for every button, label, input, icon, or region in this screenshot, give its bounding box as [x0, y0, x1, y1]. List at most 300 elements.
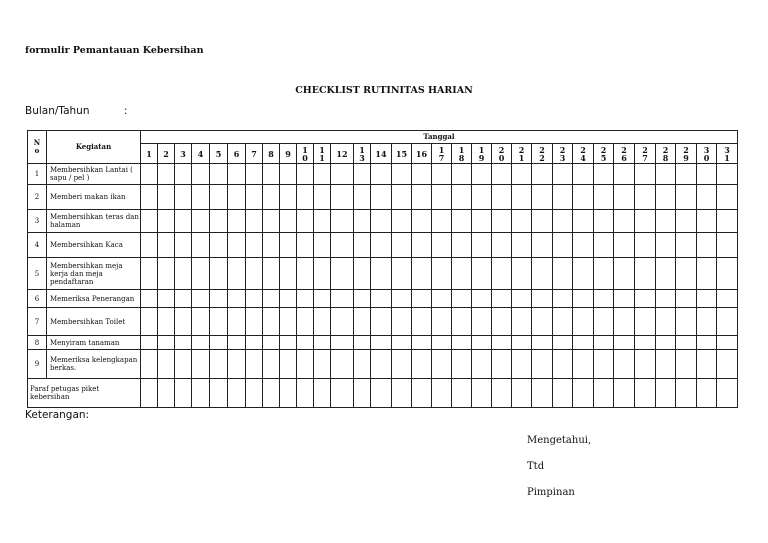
check-cell[interactable] — [228, 290, 246, 308]
check-cell[interactable] — [697, 210, 717, 233]
check-cell[interactable] — [280, 308, 297, 336]
check-cell[interactable] — [614, 233, 635, 258]
check-cell[interactable] — [192, 258, 210, 290]
check-cell[interactable] — [432, 336, 452, 350]
check-cell[interactable] — [512, 164, 532, 185]
check-cell[interactable] — [635, 185, 656, 210]
check-cell[interactable] — [354, 258, 371, 290]
check-cell[interactable] — [532, 350, 553, 379]
check-cell[interactable] — [228, 258, 246, 290]
paraf-cell[interactable] — [246, 379, 263, 408]
check-cell[interactable] — [141, 258, 158, 290]
check-cell[interactable] — [280, 336, 297, 350]
check-cell[interactable] — [532, 308, 553, 336]
check-cell[interactable] — [228, 185, 246, 210]
check-cell[interactable] — [158, 210, 175, 233]
check-cell[interactable] — [314, 258, 331, 290]
paraf-cell[interactable] — [492, 379, 512, 408]
check-cell[interactable] — [392, 164, 412, 185]
check-cell[interactable] — [512, 233, 532, 258]
check-cell[interactable] — [697, 258, 717, 290]
check-cell[interactable] — [676, 185, 697, 210]
check-cell[interactable] — [432, 233, 452, 258]
check-cell[interactable] — [553, 233, 573, 258]
check-cell[interactable] — [141, 350, 158, 379]
check-cell[interactable] — [472, 210, 492, 233]
check-cell[interactable] — [280, 210, 297, 233]
check-cell[interactable] — [246, 350, 263, 379]
check-cell[interactable] — [532, 290, 553, 308]
check-cell[interactable] — [676, 233, 697, 258]
check-cell[interactable] — [472, 308, 492, 336]
check-cell[interactable] — [412, 185, 432, 210]
check-cell[interactable] — [228, 350, 246, 379]
paraf-cell[interactable] — [141, 379, 158, 408]
check-cell[interactable] — [392, 350, 412, 379]
check-cell[interactable] — [192, 210, 210, 233]
check-cell[interactable] — [354, 350, 371, 379]
check-cell[interactable] — [246, 290, 263, 308]
paraf-cell[interactable] — [594, 379, 614, 408]
check-cell[interactable] — [280, 164, 297, 185]
check-cell[interactable] — [432, 308, 452, 336]
check-cell[interactable] — [635, 258, 656, 290]
check-cell[interactable] — [158, 233, 175, 258]
check-cell[interactable] — [614, 164, 635, 185]
check-cell[interactable] — [412, 164, 432, 185]
check-cell[interactable] — [158, 336, 175, 350]
check-cell[interactable] — [263, 233, 280, 258]
check-cell[interactable] — [717, 336, 738, 350]
check-cell[interactable] — [412, 258, 432, 290]
paraf-cell[interactable] — [412, 379, 432, 408]
check-cell[interactable] — [192, 336, 210, 350]
check-cell[interactable] — [354, 185, 371, 210]
check-cell[interactable] — [472, 185, 492, 210]
check-cell[interactable] — [412, 336, 432, 350]
check-cell[interactable] — [717, 210, 738, 233]
check-cell[interactable] — [717, 258, 738, 290]
check-cell[interactable] — [246, 164, 263, 185]
check-cell[interactable] — [210, 210, 228, 233]
check-cell[interactable] — [656, 164, 676, 185]
paraf-cell[interactable] — [331, 379, 354, 408]
check-cell[interactable] — [210, 336, 228, 350]
check-cell[interactable] — [432, 290, 452, 308]
check-cell[interactable] — [246, 336, 263, 350]
check-cell[interactable] — [175, 350, 192, 379]
check-cell[interactable] — [432, 210, 452, 233]
check-cell[interactable] — [573, 308, 594, 336]
check-cell[interactable] — [717, 233, 738, 258]
check-cell[interactable] — [297, 164, 314, 185]
paraf-cell[interactable] — [573, 379, 594, 408]
check-cell[interactable] — [452, 233, 472, 258]
paraf-cell[interactable] — [263, 379, 280, 408]
check-cell[interactable] — [594, 308, 614, 336]
check-cell[interactable] — [573, 336, 594, 350]
check-cell[interactable] — [297, 210, 314, 233]
check-cell[interactable] — [392, 210, 412, 233]
check-cell[interactable] — [573, 210, 594, 233]
check-cell[interactable] — [432, 258, 452, 290]
check-cell[interactable] — [512, 308, 532, 336]
check-cell[interactable] — [573, 164, 594, 185]
check-cell[interactable] — [717, 164, 738, 185]
check-cell[interactable] — [331, 336, 354, 350]
check-cell[interactable] — [392, 233, 412, 258]
check-cell[interactable] — [594, 350, 614, 379]
check-cell[interactable] — [697, 336, 717, 350]
check-cell[interactable] — [594, 258, 614, 290]
paraf-cell[interactable] — [717, 379, 738, 408]
check-cell[interactable] — [676, 164, 697, 185]
check-cell[interactable] — [717, 185, 738, 210]
paraf-cell[interactable] — [472, 379, 492, 408]
check-cell[interactable] — [331, 210, 354, 233]
check-cell[interactable] — [676, 290, 697, 308]
check-cell[interactable] — [158, 350, 175, 379]
check-cell[interactable] — [158, 258, 175, 290]
check-cell[interactable] — [158, 185, 175, 210]
check-cell[interactable] — [354, 164, 371, 185]
paraf-cell[interactable] — [297, 379, 314, 408]
check-cell[interactable] — [297, 290, 314, 308]
check-cell[interactable] — [594, 185, 614, 210]
check-cell[interactable] — [210, 308, 228, 336]
check-cell[interactable] — [512, 350, 532, 379]
check-cell[interactable] — [392, 308, 412, 336]
check-cell[interactable] — [297, 350, 314, 379]
check-cell[interactable] — [452, 290, 472, 308]
check-cell[interactable] — [141, 308, 158, 336]
check-cell[interactable] — [280, 185, 297, 210]
paraf-cell[interactable] — [314, 379, 331, 408]
check-cell[interactable] — [594, 164, 614, 185]
check-cell[interactable] — [263, 210, 280, 233]
check-cell[interactable] — [354, 336, 371, 350]
check-cell[interactable] — [472, 258, 492, 290]
check-cell[interactable] — [614, 290, 635, 308]
check-cell[interactable] — [472, 350, 492, 379]
check-cell[interactable] — [452, 308, 472, 336]
check-cell[interactable] — [263, 308, 280, 336]
check-cell[interactable] — [263, 185, 280, 210]
check-cell[interactable] — [192, 350, 210, 379]
check-cell[interactable] — [432, 164, 452, 185]
check-cell[interactable] — [717, 290, 738, 308]
check-cell[interactable] — [614, 185, 635, 210]
check-cell[interactable] — [210, 185, 228, 210]
check-cell[interactable] — [371, 185, 392, 210]
check-cell[interactable] — [280, 233, 297, 258]
check-cell[interactable] — [492, 164, 512, 185]
check-cell[interactable] — [697, 290, 717, 308]
check-cell[interactable] — [472, 290, 492, 308]
check-cell[interactable] — [676, 210, 697, 233]
check-cell[interactable] — [656, 308, 676, 336]
check-cell[interactable] — [175, 210, 192, 233]
check-cell[interactable] — [492, 350, 512, 379]
check-cell[interactable] — [676, 336, 697, 350]
check-cell[interactable] — [210, 233, 228, 258]
paraf-cell[interactable] — [228, 379, 246, 408]
check-cell[interactable] — [141, 210, 158, 233]
check-cell[interactable] — [263, 290, 280, 308]
check-cell[interactable] — [553, 185, 573, 210]
paraf-cell[interactable] — [656, 379, 676, 408]
check-cell[interactable] — [246, 185, 263, 210]
check-cell[interactable] — [656, 210, 676, 233]
paraf-cell[interactable] — [676, 379, 697, 408]
check-cell[interactable] — [392, 185, 412, 210]
check-cell[interactable] — [656, 290, 676, 308]
check-cell[interactable] — [697, 308, 717, 336]
paraf-cell[interactable] — [635, 379, 656, 408]
check-cell[interactable] — [392, 290, 412, 308]
check-cell[interactable] — [412, 308, 432, 336]
check-cell[interactable] — [614, 210, 635, 233]
check-cell[interactable] — [246, 258, 263, 290]
check-cell[interactable] — [263, 336, 280, 350]
check-cell[interactable] — [614, 308, 635, 336]
check-cell[interactable] — [246, 308, 263, 336]
paraf-cell[interactable] — [175, 379, 192, 408]
check-cell[interactable] — [492, 336, 512, 350]
check-cell[interactable] — [297, 258, 314, 290]
check-cell[interactable] — [141, 185, 158, 210]
check-cell[interactable] — [141, 290, 158, 308]
check-cell[interactable] — [331, 308, 354, 336]
check-cell[interactable] — [553, 308, 573, 336]
check-cell[interactable] — [512, 336, 532, 350]
check-cell[interactable] — [492, 308, 512, 336]
check-cell[interactable] — [175, 336, 192, 350]
check-cell[interactable] — [512, 258, 532, 290]
check-cell[interactable] — [210, 290, 228, 308]
check-cell[interactable] — [553, 210, 573, 233]
paraf-cell[interactable] — [371, 379, 392, 408]
check-cell[interactable] — [492, 290, 512, 308]
check-cell[interactable] — [717, 350, 738, 379]
check-cell[interactable] — [314, 350, 331, 379]
check-cell[interactable] — [228, 210, 246, 233]
paraf-cell[interactable] — [192, 379, 210, 408]
check-cell[interactable] — [656, 185, 676, 210]
check-cell[interactable] — [532, 258, 553, 290]
paraf-cell[interactable] — [280, 379, 297, 408]
check-cell[interactable] — [297, 336, 314, 350]
check-cell[interactable] — [573, 350, 594, 379]
check-cell[interactable] — [472, 336, 492, 350]
check-cell[interactable] — [280, 290, 297, 308]
check-cell[interactable] — [331, 233, 354, 258]
check-cell[interactable] — [412, 350, 432, 379]
check-cell[interactable] — [175, 308, 192, 336]
paraf-cell[interactable] — [452, 379, 472, 408]
check-cell[interactable] — [141, 336, 158, 350]
check-cell[interactable] — [532, 336, 553, 350]
check-cell[interactable] — [697, 350, 717, 379]
check-cell[interactable] — [452, 258, 472, 290]
check-cell[interactable] — [228, 164, 246, 185]
check-cell[interactable] — [697, 185, 717, 210]
check-cell[interactable] — [175, 233, 192, 258]
check-cell[interactable] — [635, 308, 656, 336]
paraf-cell[interactable] — [697, 379, 717, 408]
check-cell[interactable] — [452, 336, 472, 350]
check-cell[interactable] — [371, 350, 392, 379]
check-cell[interactable] — [676, 308, 697, 336]
check-cell[interactable] — [614, 350, 635, 379]
check-cell[interactable] — [635, 210, 656, 233]
check-cell[interactable] — [472, 164, 492, 185]
check-cell[interactable] — [354, 210, 371, 233]
paraf-cell[interactable] — [392, 379, 412, 408]
check-cell[interactable] — [392, 336, 412, 350]
check-cell[interactable] — [192, 308, 210, 336]
check-cell[interactable] — [553, 258, 573, 290]
check-cell[interactable] — [331, 164, 354, 185]
check-cell[interactable] — [210, 164, 228, 185]
check-cell[interactable] — [492, 210, 512, 233]
check-cell[interactable] — [492, 185, 512, 210]
check-cell[interactable] — [331, 290, 354, 308]
check-cell[interactable] — [297, 233, 314, 258]
check-cell[interactable] — [314, 290, 331, 308]
check-cell[interactable] — [492, 258, 512, 290]
check-cell[interactable] — [392, 258, 412, 290]
check-cell[interactable] — [614, 336, 635, 350]
check-cell[interactable] — [354, 290, 371, 308]
check-cell[interactable] — [331, 185, 354, 210]
check-cell[interactable] — [635, 233, 656, 258]
check-cell[interactable] — [314, 185, 331, 210]
check-cell[interactable] — [635, 350, 656, 379]
check-cell[interactable] — [553, 164, 573, 185]
paraf-cell[interactable] — [158, 379, 175, 408]
check-cell[interactable] — [371, 290, 392, 308]
check-cell[interactable] — [573, 258, 594, 290]
check-cell[interactable] — [553, 290, 573, 308]
check-cell[interactable] — [635, 336, 656, 350]
check-cell[interactable] — [175, 258, 192, 290]
check-cell[interactable] — [158, 290, 175, 308]
check-cell[interactable] — [246, 210, 263, 233]
check-cell[interactable] — [228, 336, 246, 350]
check-cell[interactable] — [263, 164, 280, 185]
check-cell[interactable] — [228, 308, 246, 336]
check-cell[interactable] — [263, 258, 280, 290]
check-cell[interactable] — [192, 233, 210, 258]
check-cell[interactable] — [512, 185, 532, 210]
paraf-cell[interactable] — [354, 379, 371, 408]
check-cell[interactable] — [314, 164, 331, 185]
check-cell[interactable] — [354, 308, 371, 336]
check-cell[interactable] — [141, 233, 158, 258]
check-cell[interactable] — [635, 290, 656, 308]
check-cell[interactable] — [412, 210, 432, 233]
check-cell[interactable] — [614, 258, 635, 290]
check-cell[interactable] — [553, 336, 573, 350]
check-cell[interactable] — [432, 185, 452, 210]
check-cell[interactable] — [452, 164, 472, 185]
check-cell[interactable] — [158, 164, 175, 185]
check-cell[interactable] — [371, 210, 392, 233]
check-cell[interactable] — [314, 210, 331, 233]
check-cell[interactable] — [573, 290, 594, 308]
check-cell[interactable] — [656, 350, 676, 379]
check-cell[interactable] — [192, 185, 210, 210]
paraf-cell[interactable] — [512, 379, 532, 408]
check-cell[interactable] — [656, 258, 676, 290]
check-cell[interactable] — [532, 233, 553, 258]
check-cell[interactable] — [331, 258, 354, 290]
check-cell[interactable] — [371, 258, 392, 290]
check-cell[interactable] — [656, 233, 676, 258]
check-cell[interactable] — [280, 258, 297, 290]
check-cell[interactable] — [314, 233, 331, 258]
check-cell[interactable] — [371, 308, 392, 336]
check-cell[interactable] — [452, 210, 472, 233]
check-cell[interactable] — [676, 258, 697, 290]
check-cell[interactable] — [635, 164, 656, 185]
paraf-cell[interactable] — [432, 379, 452, 408]
check-cell[interactable] — [228, 233, 246, 258]
check-cell[interactable] — [594, 210, 614, 233]
check-cell[interactable] — [280, 350, 297, 379]
check-cell[interactable] — [512, 290, 532, 308]
check-cell[interactable] — [141, 164, 158, 185]
check-cell[interactable] — [314, 336, 331, 350]
check-cell[interactable] — [354, 233, 371, 258]
check-cell[interactable] — [532, 164, 553, 185]
check-cell[interactable] — [331, 350, 354, 379]
check-cell[interactable] — [594, 290, 614, 308]
check-cell[interactable] — [210, 258, 228, 290]
check-cell[interactable] — [573, 233, 594, 258]
check-cell[interactable] — [532, 210, 553, 233]
paraf-cell[interactable] — [210, 379, 228, 408]
check-cell[interactable] — [297, 308, 314, 336]
check-cell[interactable] — [717, 308, 738, 336]
check-cell[interactable] — [314, 308, 331, 336]
check-cell[interactable] — [697, 164, 717, 185]
check-cell[interactable] — [371, 164, 392, 185]
check-cell[interactable] — [412, 233, 432, 258]
check-cell[interactable] — [432, 350, 452, 379]
check-cell[interactable] — [492, 233, 512, 258]
check-cell[interactable] — [472, 233, 492, 258]
check-cell[interactable] — [192, 290, 210, 308]
check-cell[interactable] — [676, 350, 697, 379]
check-cell[interactable] — [371, 233, 392, 258]
check-cell[interactable] — [532, 185, 553, 210]
check-cell[interactable] — [412, 290, 432, 308]
check-cell[interactable] — [452, 185, 472, 210]
check-cell[interactable] — [175, 185, 192, 210]
check-cell[interactable] — [573, 185, 594, 210]
paraf-cell[interactable] — [614, 379, 635, 408]
check-cell[interactable] — [158, 308, 175, 336]
check-cell[interactable] — [594, 233, 614, 258]
check-cell[interactable] — [246, 233, 263, 258]
check-cell[interactable] — [175, 164, 192, 185]
check-cell[interactable] — [371, 336, 392, 350]
check-cell[interactable] — [512, 210, 532, 233]
check-cell[interactable] — [175, 290, 192, 308]
paraf-cell[interactable] — [553, 379, 573, 408]
